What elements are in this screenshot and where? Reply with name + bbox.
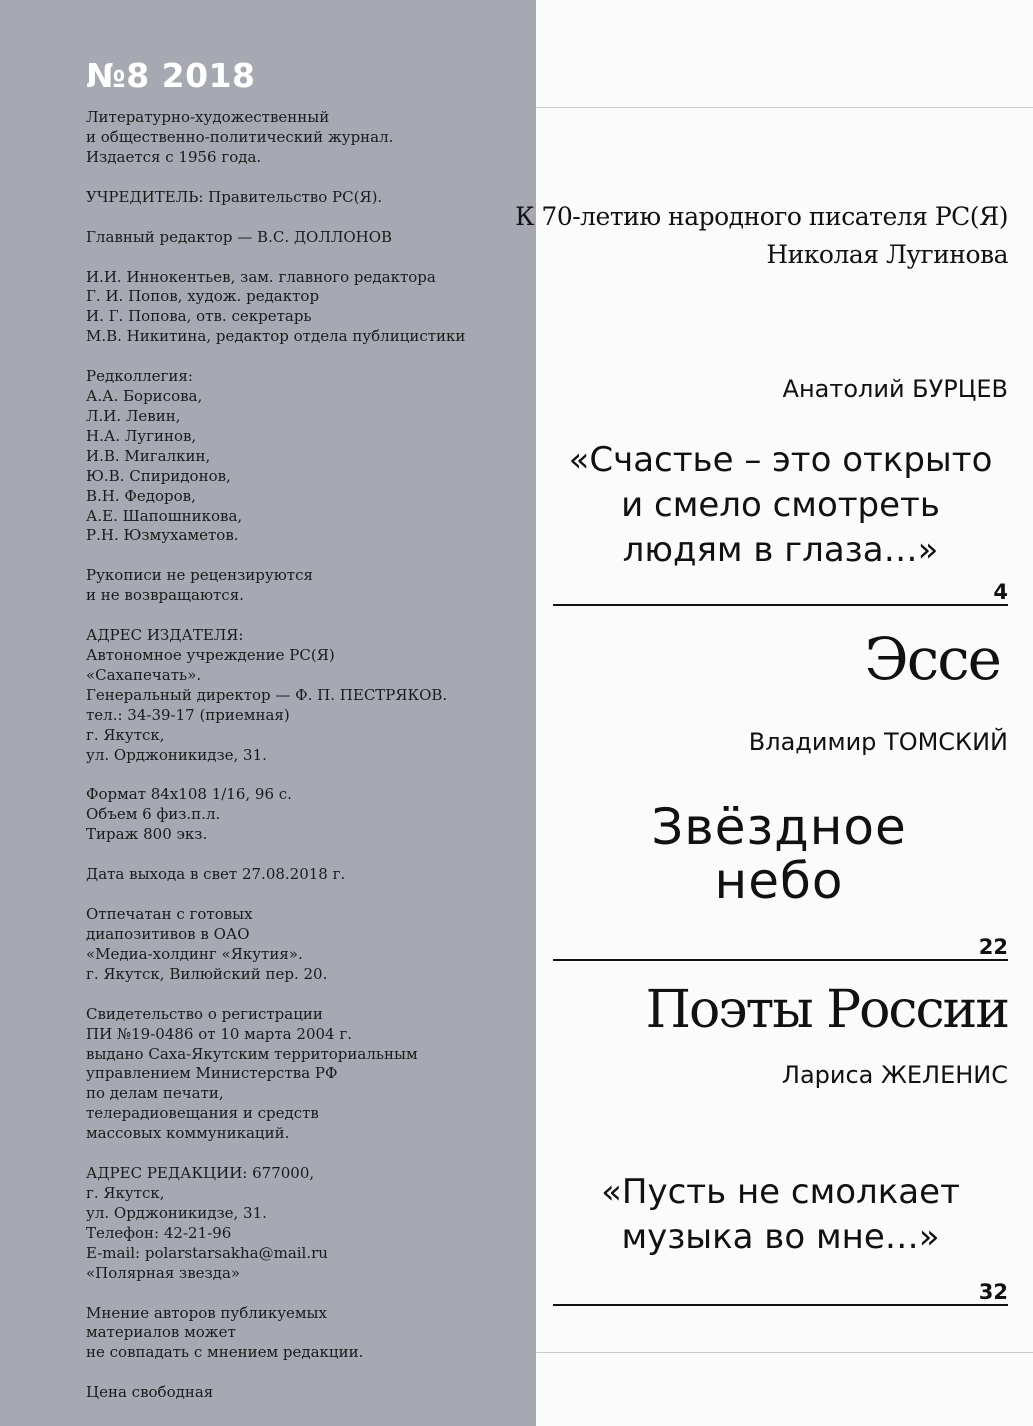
imprint-line: Р.Н. Юзмухаметов. bbox=[86, 526, 239, 545]
imprint-line: ул. Орджоникидзе, 31. bbox=[86, 745, 267, 764]
entry1-title-line: людям в глаза…» bbox=[622, 530, 939, 570]
entry1-title-line: и смело смотреть bbox=[621, 485, 940, 525]
imprint-line: Объем 6 физ.п.л. bbox=[86, 805, 221, 824]
imprint-line: УЧРЕДИТЕЛЬ: Правительство РС(Я). bbox=[86, 187, 383, 206]
entry2-title-line: небо bbox=[714, 852, 844, 910]
imprint-line: Л.И. Левин, bbox=[86, 406, 181, 425]
imprint-line: материалов может bbox=[86, 1323, 236, 1342]
imprint-line: г. Якутск, bbox=[86, 725, 165, 744]
imprint-line: управлением Министерства РФ bbox=[86, 1064, 338, 1083]
imprint-text bbox=[86, 108, 531, 1423]
imprint-line: Ю.В. Спиридонов, bbox=[86, 466, 231, 485]
imprint-block bbox=[86, 785, 531, 845]
imprint-line: массовых коммуникаций. bbox=[86, 1124, 290, 1143]
section-poets-heading: Поэты России bbox=[645, 980, 1008, 1040]
entry1-title bbox=[553, 438, 1008, 573]
imprint-line: выдано Саха-Якутским территориальным bbox=[86, 1044, 418, 1063]
imprint-line: Главный редактор — В.С. ДОЛЛОНОВ bbox=[86, 227, 393, 246]
top-rule bbox=[536, 107, 1033, 108]
imprint-line: диапозитивов в ОАО bbox=[86, 925, 250, 943]
section-essay-heading: Эссе bbox=[864, 625, 1000, 693]
imprint-line: Н.А. Лугинов, bbox=[86, 426, 197, 445]
entry3-rule bbox=[553, 1304, 1008, 1306]
imprint-line: Г. И. Попов, худож. редактор bbox=[86, 287, 320, 306]
imprint-line: И.И. Иннокентьев, зам. главного редактора bbox=[86, 267, 436, 286]
imprint-block bbox=[86, 188, 531, 208]
imprint-line: г. Якутск, Вилюйский пер. 20. bbox=[86, 964, 328, 983]
anniversary-heading-line2: Николая Лугинова bbox=[766, 240, 1008, 269]
imprint-block bbox=[86, 1383, 531, 1403]
entry3-page-number: 32 bbox=[978, 1280, 1008, 1304]
imprint-line: по делам печати, bbox=[86, 1084, 224, 1103]
imprint-block bbox=[86, 1164, 531, 1283]
entry2-rule bbox=[553, 959, 1008, 961]
imprint-line: «Сахапечать». bbox=[86, 665, 202, 684]
imprint-line: Формат 84x108 1/16, 96 с. bbox=[86, 785, 292, 804]
imprint-line: И. Г. Попова, отв. секретарь bbox=[86, 307, 312, 326]
imprint-block bbox=[86, 865, 531, 885]
entry1-page-number: 4 bbox=[993, 580, 1008, 604]
imprint-line: E-mail: polarstarsakha@mail.ru bbox=[86, 1243, 328, 1262]
imprint-line: АДРЕС ИЗДАТЕЛЯ: bbox=[86, 626, 244, 645]
imprint-line: «Полярная звезда» bbox=[86, 1263, 241, 1282]
imprint-line: Редколлегия: bbox=[86, 367, 193, 386]
entry3-title-line: «Пусть не смолкает bbox=[601, 1172, 960, 1212]
imprint-line: Автономное учреждение РС(Я) bbox=[86, 646, 335, 665]
entry2-title-line: Звёздное bbox=[651, 798, 907, 856]
imprint-line: и общественно-политический журнал. bbox=[86, 127, 394, 146]
entry2-title bbox=[620, 800, 938, 908]
entry1-title-line: «Счастье – это открыто bbox=[568, 440, 993, 480]
issue-number: №8 2018 bbox=[86, 56, 256, 95]
imprint-line: «Медиа-холдинг «Якутия». bbox=[86, 944, 303, 963]
imprint-line: не совпадать с мнением редакции. bbox=[86, 1343, 364, 1362]
imprint-line: В.Н. Федоров, bbox=[86, 486, 196, 505]
bottom-rule bbox=[536, 1352, 1033, 1353]
entry3-author: Лариса ЖЕЛЕНИС bbox=[781, 1061, 1008, 1089]
imprint-line: Рукописи не рецензируются bbox=[86, 566, 313, 585]
imprint-line: Издается с 1956 года. bbox=[86, 147, 262, 166]
imprint-line: А.А. Борисова, bbox=[86, 387, 203, 406]
entry2-author: Владимир ТОМСКИЙ bbox=[748, 728, 1008, 756]
imprint-line: Мнение авторов публикуемых bbox=[86, 1303, 327, 1322]
imprint-block bbox=[86, 905, 531, 985]
imprint-line: г. Якутск, bbox=[86, 1183, 165, 1202]
imprint-line: и не возвращаются. bbox=[86, 586, 244, 605]
imprint-block bbox=[86, 566, 531, 606]
imprint-line: Свидетельство о регистрации bbox=[86, 1004, 323, 1023]
entry1-author: Анатолий БУРЦЕВ bbox=[782, 375, 1008, 403]
imprint-line: Цена свободная bbox=[86, 1383, 214, 1402]
imprint-line: телерадиовещания и средств bbox=[86, 1104, 319, 1123]
imprint-line: Дата выхода в свет 27.08.2018 г. bbox=[86, 865, 346, 884]
imprint-block bbox=[86, 1005, 531, 1144]
entry3-title-line: музыка во мне…» bbox=[621, 1217, 940, 1257]
imprint-line: Генеральный директор — Ф. П. ПЕСТРЯКОВ. bbox=[86, 685, 448, 704]
imprint-block bbox=[86, 626, 531, 765]
imprint-line: тел.: 34-39-17 (приемная) bbox=[86, 705, 290, 724]
imprint-block bbox=[86, 228, 531, 248]
imprint-line: ПИ №19-0486 от 10 марта 2004 г. bbox=[86, 1024, 352, 1043]
entry3-title bbox=[553, 1170, 1008, 1260]
imprint-block bbox=[86, 1304, 531, 1364]
imprint-line: М.В. Никитина, редактор отдела публицистики bbox=[86, 327, 466, 346]
imprint-block bbox=[86, 268, 531, 348]
imprint-line: А.Е. Шапошникова, bbox=[86, 506, 243, 525]
imprint-block bbox=[86, 367, 531, 546]
imprint-line: ул. Орджоникидзе, 31. bbox=[86, 1203, 267, 1222]
anniversary-heading-line1: К 70-летию народного писателя РС(Я) bbox=[515, 202, 1008, 231]
imprint-block bbox=[86, 108, 531, 168]
entry2-page-number: 22 bbox=[978, 935, 1008, 959]
imprint-line: И.В. Мигалкин, bbox=[86, 446, 211, 465]
entry1-rule bbox=[553, 604, 1008, 606]
imprint-line: Отпечатан с готовых bbox=[86, 905, 253, 924]
imprint-line: Телефон: 42-21-96 bbox=[86, 1223, 232, 1242]
imprint-line: АДРЕС РЕДАКЦИИ: 677000, bbox=[86, 1164, 315, 1183]
imprint-line: Тираж 800 экз. bbox=[86, 825, 208, 844]
imprint-line: Литературно-художественный bbox=[86, 108, 330, 126]
